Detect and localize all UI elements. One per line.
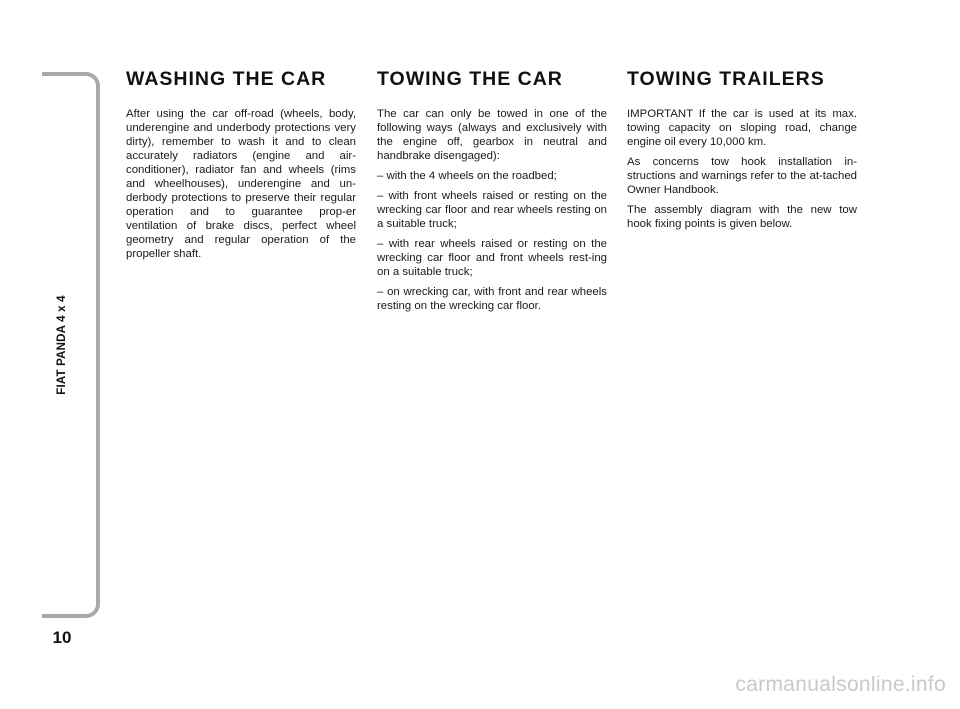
section-paragraph: The assembly diagram with the new tow hook fixing points is given below. <box>627 204 857 230</box>
page-number: 10 <box>52 628 72 647</box>
section-paragraph: The car can only be towed in one of the following ways (always and exclusively with the engine off, gearbox in neutral and handbrake disengaged): <box>377 108 607 162</box>
section-heading: WASHING THE CAR <box>126 68 327 90</box>
side-tab-bracket <box>42 72 100 618</box>
site-watermark: carmanualsonline.info <box>735 673 946 696</box>
section-paragraph: – with rear wheels raised or resting on the wrecking car floor and front wheels rest-ing on a suitable truck; <box>377 238 607 278</box>
section-washing-the-car <box>126 68 356 267</box>
section-heading: TOWING THE CAR <box>377 68 563 90</box>
section-paragraph: – on wrecking car, with front and rear wheels resting on the wrecking car floor. <box>377 286 607 312</box>
section-towing-the-car <box>377 68 607 319</box>
section-paragraph: – with front wheels raised or resting on the wrecking car floor and rear wheels resting on a suitable truck; <box>377 190 607 230</box>
section-paragraph: After using the car off-road (wheels, body, underengine and underbody protections very dirty), remember to wash it and to clean accurately radiators (engine and air-conditioner), radiator fan and wheels (rims and wheelhouses), underengine and un-derbody protections to preserve their regular operation and to guarantee prop-er ventilation of brake discs, perfect wheel geometry and regular operation of the propeller shaft. <box>126 108 356 260</box>
manual-title-vertical: FIAT PANDA 4 x 4 <box>56 295 68 395</box>
section-heading: TOWING TRAILERS <box>627 68 825 90</box>
section-paragraph: – with the 4 wheels on the roadbed; <box>377 170 557 182</box>
section-paragraph: IMPORTANT If the car is used at its max. towing capacity on sloping road, change engine oil every 10,000 km. <box>627 108 857 148</box>
section-towing-trailers <box>627 68 857 237</box>
section-paragraph: As concerns tow hook installation in-structions and warnings refer to the at-tached Owner Handbook. <box>627 156 857 196</box>
